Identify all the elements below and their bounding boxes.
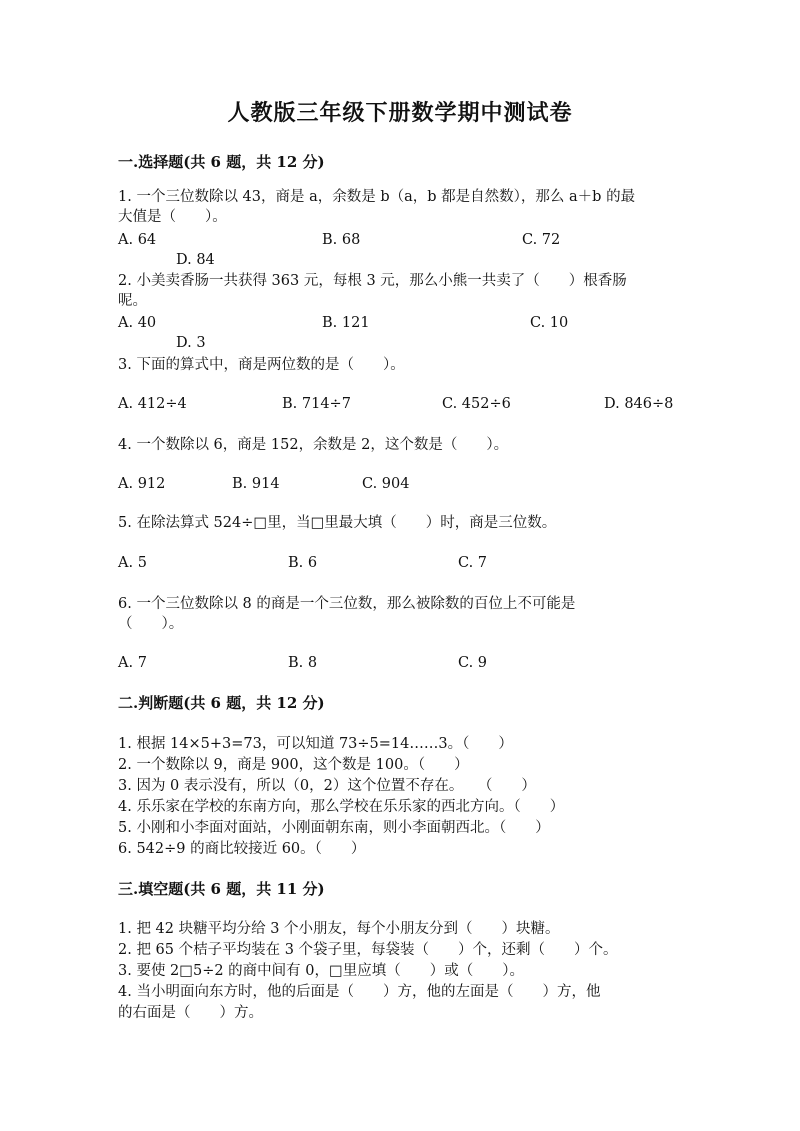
- option-c: C. 72: [522, 232, 561, 248]
- question-text: 6. 一个三位数除以 8 的商是一个三位数，那么被除数的百位上不可能是: [118, 596, 576, 612]
- option-c: C. 452÷6: [442, 396, 511, 412]
- option-d: D. 846÷8: [604, 396, 674, 412]
- page-title: 人教版三年级下册数学期中测试卷: [227, 100, 573, 126]
- list-item: 4. 乐乐家在学校的东南方向，那么学校在乐乐家的西北方向。（ ）: [118, 799, 565, 815]
- option-c: C. 10: [530, 315, 569, 331]
- list-item: 6. 542÷9 的商比较接近 60。（ ）: [118, 841, 366, 857]
- option-b: B. 914: [232, 476, 280, 492]
- option-c: C. 7: [458, 555, 488, 571]
- option-a: A. 7: [118, 655, 147, 671]
- section-heading-judgement: 二.判断题(共 6 题，共 12 分): [118, 694, 325, 712]
- section-heading-fill-blank: 三.填空题(共 6 题，共 11 分): [118, 880, 325, 898]
- list-item: 3. 因为 0 表示没有，所以（0，2）这个位置不存在。 （ ）: [118, 778, 536, 794]
- option-a: A. 5: [118, 555, 147, 571]
- question-text: 2. 小美卖香肠一共获得 363 元，每根 3 元，那么小熊一共卖了（ ）根香肠: [118, 273, 627, 289]
- list-item: 2. 一个数除以 9，商是 900，这个数是 100。（ ）: [118, 757, 469, 773]
- option-c: C. 9: [458, 655, 488, 671]
- option-d: D. 3: [176, 335, 206, 351]
- list-item: 3. 要使 2□5÷2 的商中间有 0，□里应填（ ）或（ ）。: [118, 963, 524, 979]
- option-a: A. 64: [118, 232, 157, 248]
- option-b: B. 6: [288, 555, 318, 571]
- list-item: 2. 把 65 个桔子平均装在 3 个袋子里，每袋装（ ）个，还剩（ ）个。: [118, 942, 618, 958]
- question-text: （ ）。: [118, 616, 184, 632]
- list-item: 1. 把 42 块糖平均分给 3 个小朋友，每个小朋友分到（ ）块糖。: [118, 921, 560, 937]
- option-c: C. 904: [362, 476, 410, 492]
- option-b: B. 68: [322, 232, 361, 248]
- option-a: A. 40: [118, 315, 157, 331]
- option-d: D. 84: [176, 252, 215, 268]
- list-item: 1. 根据 14×5+3=73，可以知道 73÷5=14……3。（ ）: [118, 736, 513, 752]
- list-item: 5. 小刚和小李面对面站，小刚面朝东南，则小李面朝西北。（ ）: [118, 820, 550, 836]
- option-a: A. 412÷4: [118, 396, 187, 412]
- question-text: 1. 一个三位数除以 43，商是 a，余数是 b（a，b 都是自然数），那么 a＋b 的最: [118, 189, 636, 205]
- list-item: 4. 当小明面向东方时，他的后面是（ ）方，他的左面是（ ）方，他: [118, 984, 601, 1000]
- option-b: B. 8: [288, 655, 318, 671]
- question-text: 4. 一个数除以 6，商是 152，余数是 2，这个数是（ ）。: [118, 437, 509, 453]
- question-text: 呢。: [118, 293, 147, 309]
- question-text: 3. 下面的算式中，商是两位数的是（ ）。: [118, 357, 405, 373]
- option-a: A. 912: [118, 476, 166, 492]
- option-b: B. 714÷7: [282, 396, 351, 412]
- list-item: 的右面是（ ）方。: [118, 1005, 263, 1021]
- question-text: 5. 在除法算式 524÷□里，当□里最大填（ ）时，商是三位数。: [118, 515, 557, 531]
- option-b: B. 121: [322, 315, 370, 331]
- question-text: 大值是（ ）。: [118, 209, 227, 225]
- section-heading-choice: 一.选择题(共 6 题，共 12 分): [118, 153, 325, 171]
